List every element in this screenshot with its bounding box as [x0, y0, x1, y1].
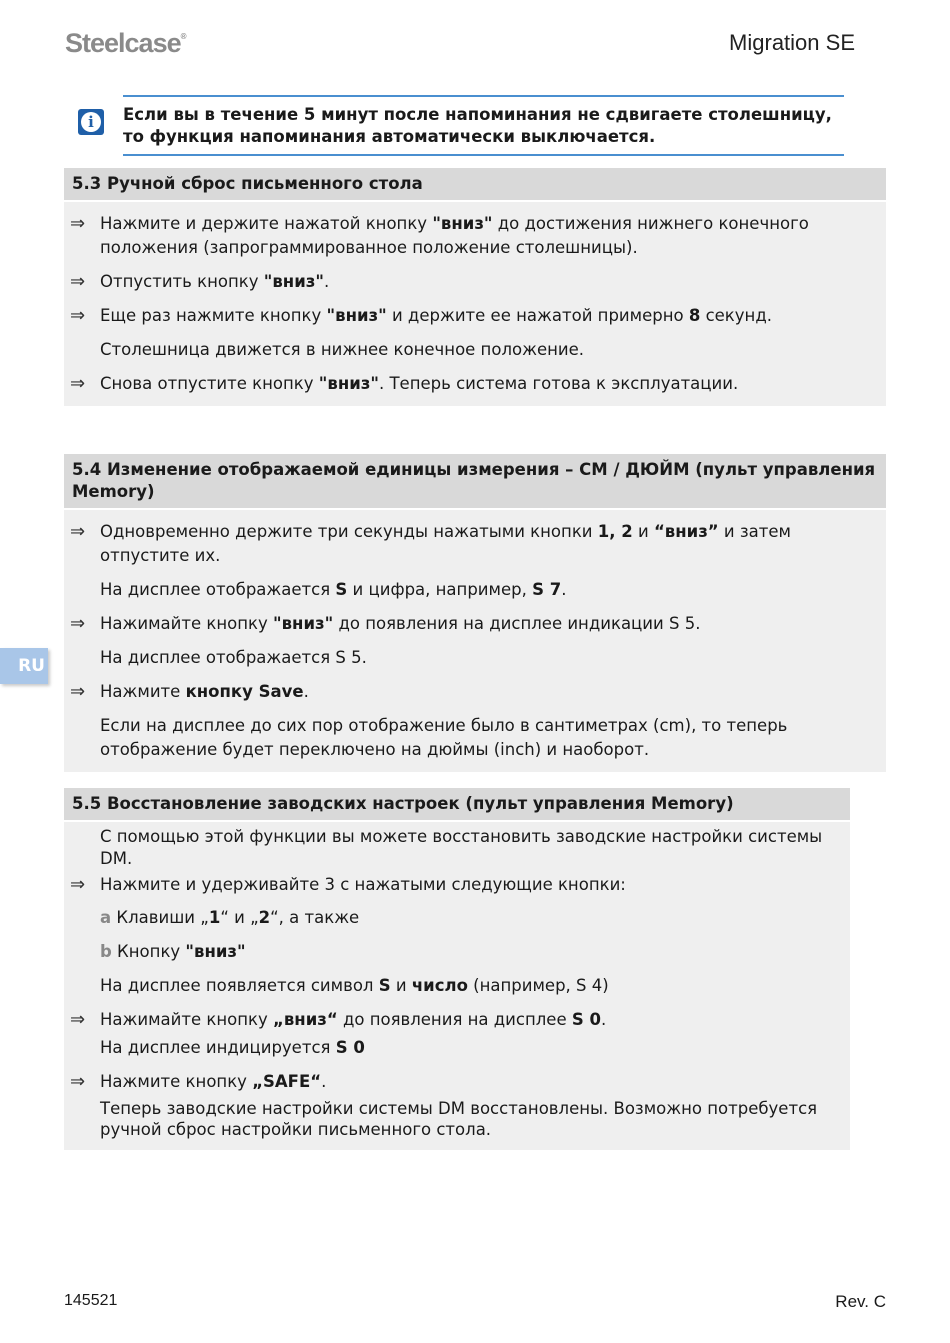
- instruction-step: ⇒ Нажимайте кнопку „вниз“ до появления на дисплее S 0.: [70, 1009, 607, 1030]
- instruction-step: ⇒ Нажмите кнопку „SAFE“.: [70, 1071, 327, 1092]
- arrow-icon: ⇒: [70, 681, 86, 702]
- steelcase-logo: Steelcase®: [65, 28, 187, 58]
- instruction-step: ⇒ Одновременно держите три секунды нажатыми кнопки 1, 2 и “вниз” и затем отпустите их.: [70, 521, 791, 565]
- arrow-icon: ⇒: [70, 213, 86, 234]
- arrow-icon: ⇒: [70, 271, 86, 292]
- section-5-3: [64, 168, 886, 406]
- result-note: На дисплее появляется символ S и число (например, S 4): [100, 976, 609, 995]
- instruction-step: ⇒ Нажмите и удерживайте 3 с нажатыми следующие кнопки:: [70, 874, 626, 895]
- instruction-step: ⇒ Нажмите кнопку Save.: [70, 681, 309, 702]
- result-note: На дисплее индицируется S 0: [100, 1038, 365, 1057]
- result-note: Теперь заводские настройки системы DM восстановлены. Возможно потребуется ручной сброс настройки письменного стола.: [100, 1099, 818, 1139]
- notice-text: Если вы в течение 5 минут после напоминания не сдвигаете столешницу, то функция напоминания автоматически выключается.: [123, 105, 832, 146]
- sub-step-b: b Кнопку "вниз": [100, 942, 246, 961]
- sub-step-a: a Клавиши „1“ и „2“, а также: [100, 908, 360, 927]
- instruction-step: ⇒ Еще раз нажмите кнопку "вниз" и держите ее нажатой примерно 8 секунд.: [70, 305, 772, 326]
- instruction-step: ⇒ Нажимайте кнопку "вниз" до появления на дисплее индикации S 5.: [70, 613, 701, 634]
- arrow-icon: ⇒: [70, 521, 86, 542]
- notice-bottom-rule: [123, 154, 844, 156]
- document-number: 145521: [64, 1292, 118, 1309]
- arrow-icon: ⇒: [70, 373, 86, 394]
- result-note: Столешница движется в нижнее конечное положение.: [100, 340, 585, 359]
- result-note: Если на дисплее до сих пор отображение было в сантиметрах (cm), то теперь отображение будет переключено на дюймы (inch) и наоборот.: [100, 716, 788, 759]
- instruction-step: ⇒ Нажмите и держите нажатой кнопку "вниз" до достижения нижнего конечного положения (запрограммированное положение столешницы).: [70, 213, 809, 257]
- intro-text: С помощью этой функции вы можете восстановить заводские настройки системы DM.: [100, 827, 823, 868]
- instruction-step: ⇒ Снова отпустите кнопку "вниз". Теперь система готова к эксплуатации.: [70, 373, 739, 394]
- result-note: На дисплее отображается S и цифра, например, S 7.: [100, 580, 567, 599]
- section-heading: 5.4 Изменение отображаемой единицы измерения – СМ / ДЮЙМ (пульт управления Memory): [64, 454, 886, 510]
- section-5-5: [64, 788, 850, 1150]
- notice-top-rule: [123, 95, 844, 97]
- document-title: Migration SE: [729, 30, 855, 55]
- result-note: На дисплее отображается S 5.: [100, 648, 367, 667]
- section-heading: 5.3 Ручной сброс письменного стола: [64, 168, 886, 202]
- arrow-icon: ⇒: [70, 1071, 86, 1092]
- arrow-icon: ⇒: [70, 305, 86, 326]
- instruction-step: ⇒ Отпустить кнопку "вниз".: [70, 271, 330, 292]
- revision-label: Rev. C: [835, 1292, 886, 1311]
- section-heading: 5.5 Восстановление заводских настроек (пульт управления Memory): [64, 788, 850, 822]
- info-icon: i: [78, 109, 104, 135]
- arrow-icon: ⇒: [70, 874, 86, 895]
- language-tab-ru: RU: [0, 648, 48, 684]
- section-5-4: [64, 454, 886, 772]
- arrow-icon: ⇒: [70, 1009, 86, 1030]
- arrow-icon: ⇒: [70, 613, 86, 634]
